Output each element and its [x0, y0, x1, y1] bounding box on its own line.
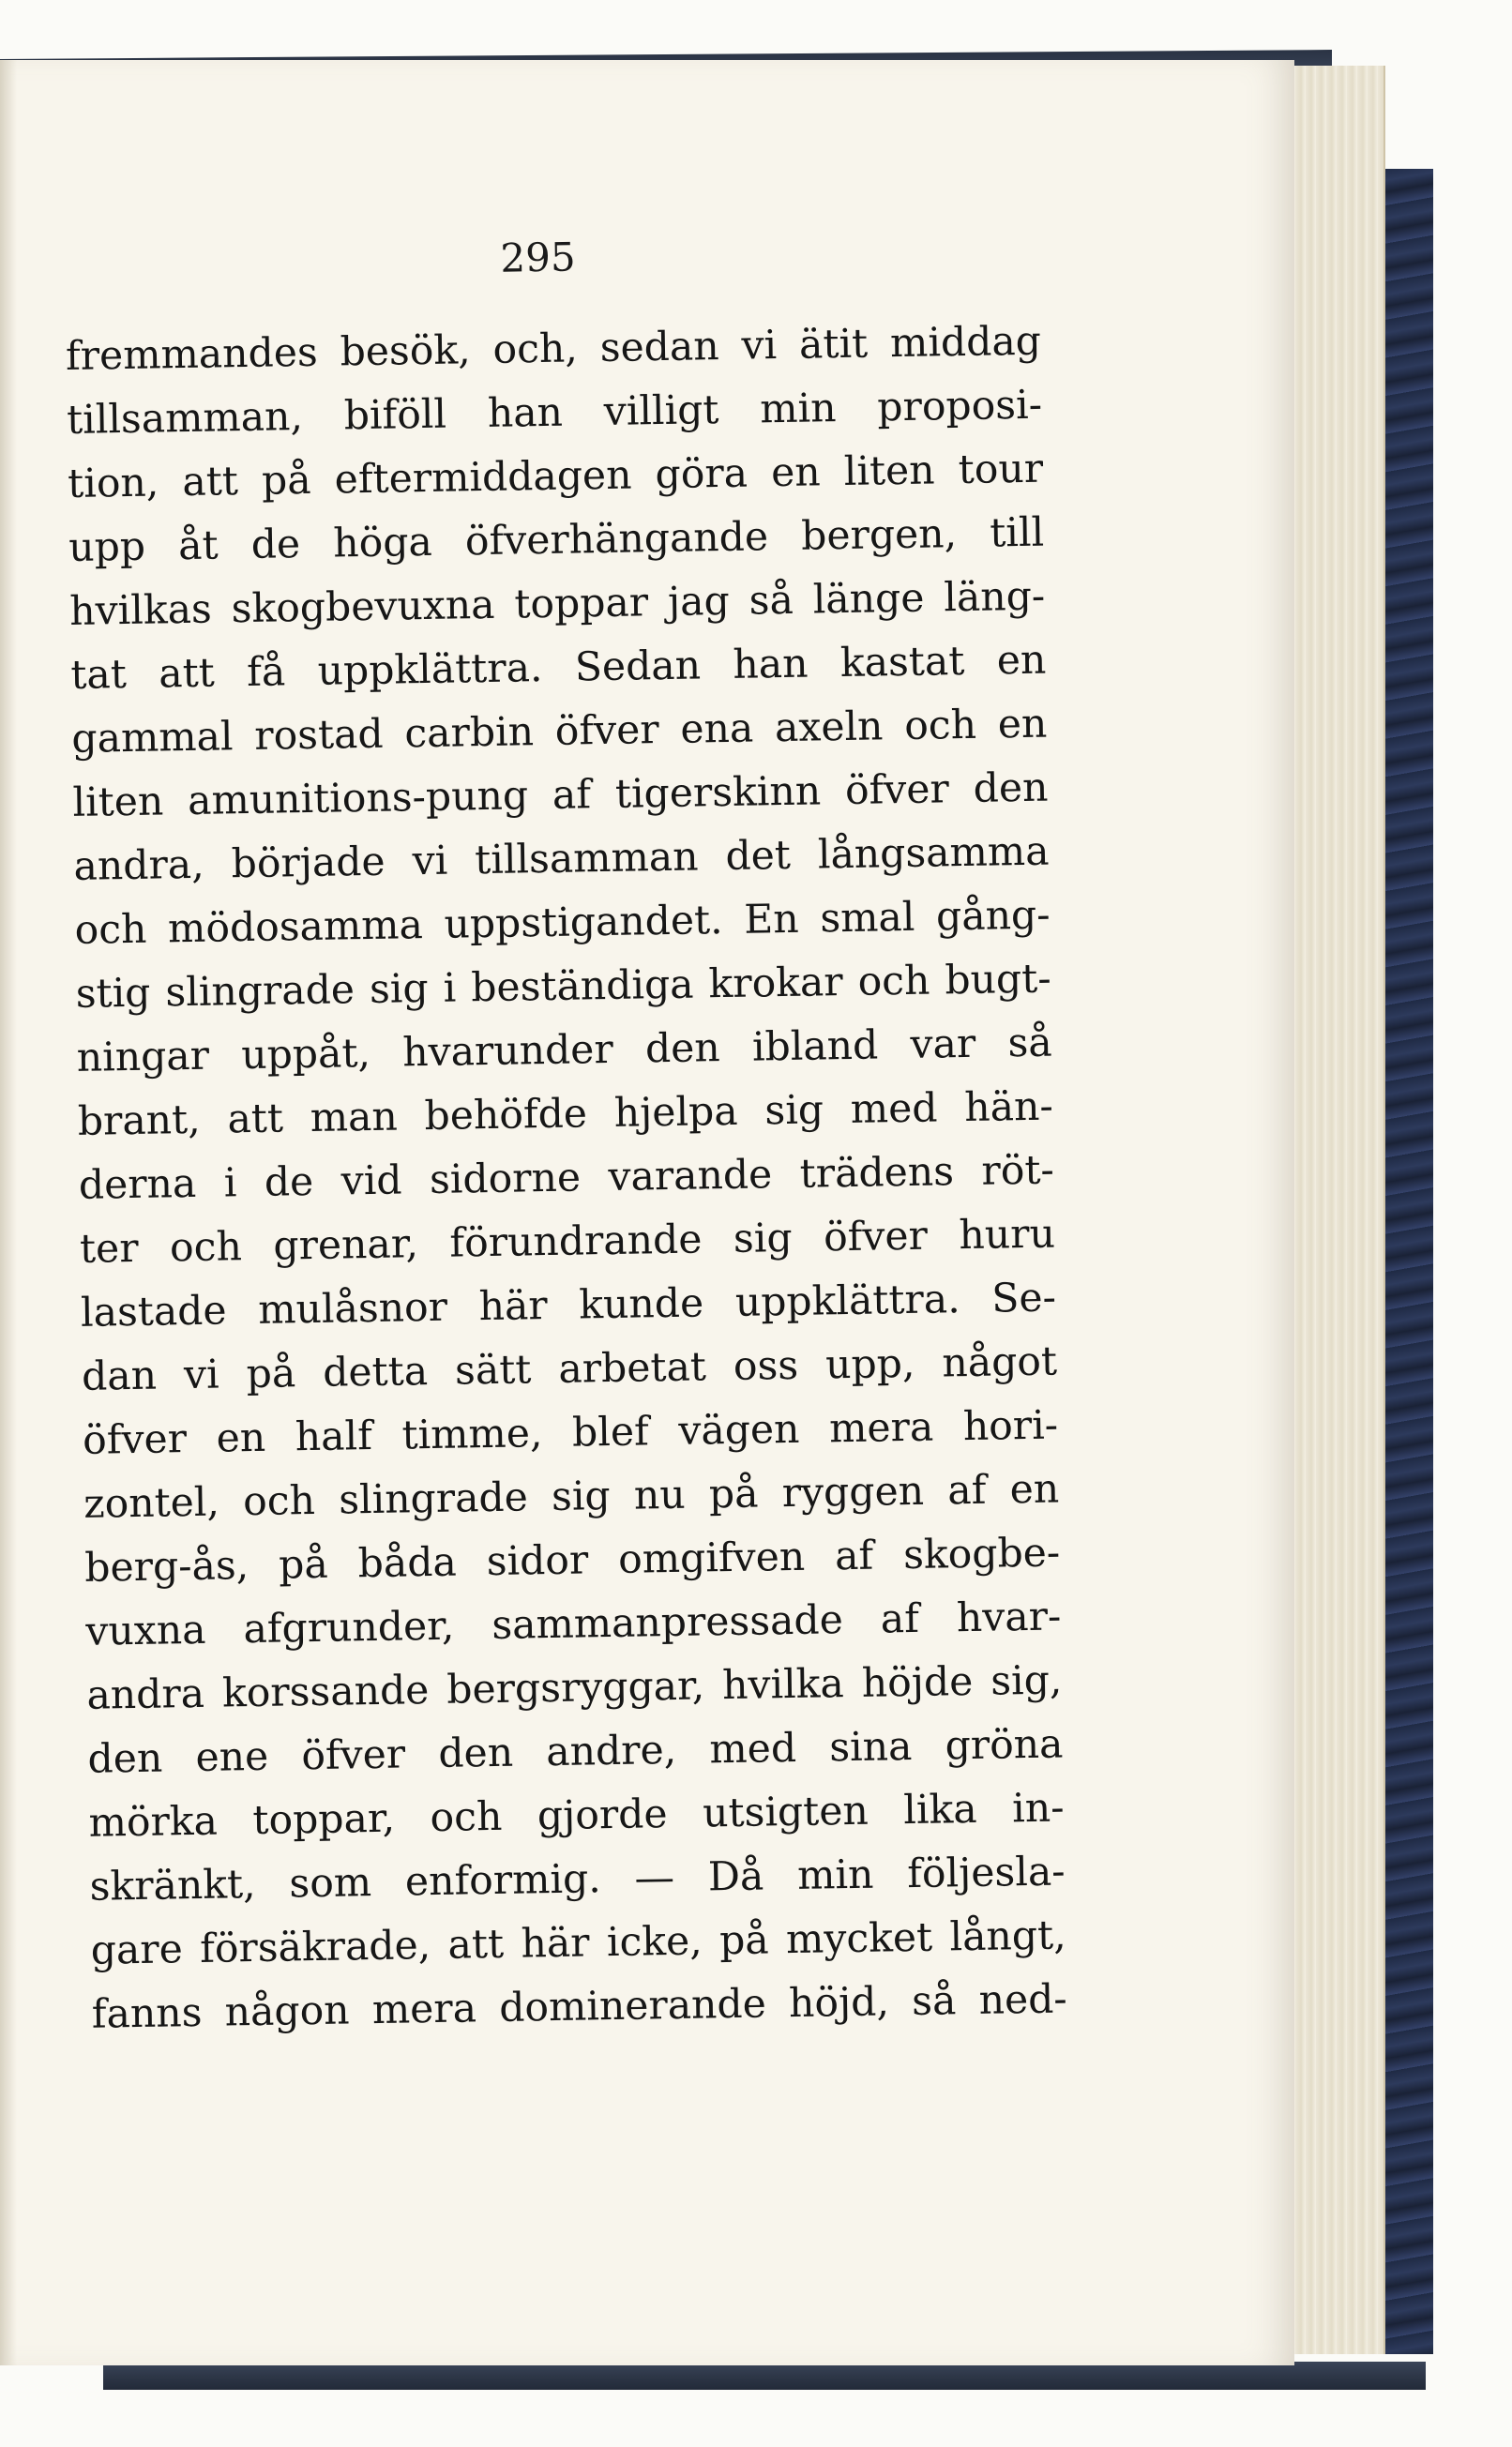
text-line: och mödosamma uppstigandet. En smal gång-	[74, 892, 1051, 954]
text-line: berg-ås, på båda sidor omgifven af skogbe-	[83, 1530, 1061, 1592]
text-line: lastade mulåsnor här kunde uppklättra. Se-	[80, 1275, 1057, 1337]
text-line: ningar uppåt, hvarunder den ibland var så	[76, 1020, 1053, 1081]
text-line: derna i de vid sidorne varande trädens röt-	[78, 1147, 1055, 1209]
text-line: fremmandes besök, och, sedan vi ätit middag	[65, 318, 1042, 380]
text-line: fanns någon mera dominerande höjd, så ned-	[91, 1976, 1068, 2038]
book-cover-bottom-edge	[103, 2362, 1426, 2390]
text-line: den ene öfver den andre, med sina gröna	[87, 1721, 1064, 1783]
text-line: gare försäkrade, att här icke, på mycket långt,	[90, 1912, 1067, 1974]
page-number: 295	[500, 234, 576, 281]
text-line: liten amunitions-pung af tigerskinn öfver den	[72, 764, 1049, 826]
page-stack-edges	[1285, 66, 1385, 2354]
page-gutter-shadow	[0, 60, 17, 2365]
text-line: ter och grenar, förundrande sig öfver huru	[79, 1211, 1056, 1273]
text-line: hvilkas skogbevuxna toppar jag så länge läng-	[68, 573, 1046, 635]
text-line: mörka toppar, och gjorde utsigten lika in-	[88, 1785, 1065, 1847]
text-line: tion, att på eftermiddagen göra en liten tour	[67, 446, 1044, 507]
text-line: andra korssande bergsryggar, hvilka höjde sig,	[86, 1657, 1063, 1719]
text-line: skränkt, som enformig. — Då min följesla-	[89, 1849, 1066, 1911]
text-line: dan vi på detta sätt arbetat oss upp, något	[81, 1338, 1058, 1400]
text-line: stig slingrade sig i beständiga krokar och bugt-	[75, 956, 1051, 1018]
text-line: vuxna afgrunder, sammanpressade af hvar-	[85, 1594, 1062, 1655]
text-line: brant, att man behöfde hjelpa sig med hän-	[77, 1083, 1054, 1145]
text-line: tat att få uppklättra. Sedan han kastat en	[70, 637, 1047, 699]
text-line: öfver en half timme, blef vägen mera hori-	[82, 1402, 1059, 1464]
text-line: tillsamman, biföll han villigt min proposi-	[66, 382, 1043, 444]
text-line: gammal rostad carbin öfver ena axeln och en	[71, 701, 1048, 763]
text-line: andra, började vi tillsamman det långsamma	[73, 828, 1050, 890]
text-line: zontel, och slingrade sig nu på ryggen af en	[83, 1466, 1060, 1528]
text-line: upp åt de höga öfverhängande bergen, till	[68, 509, 1045, 571]
